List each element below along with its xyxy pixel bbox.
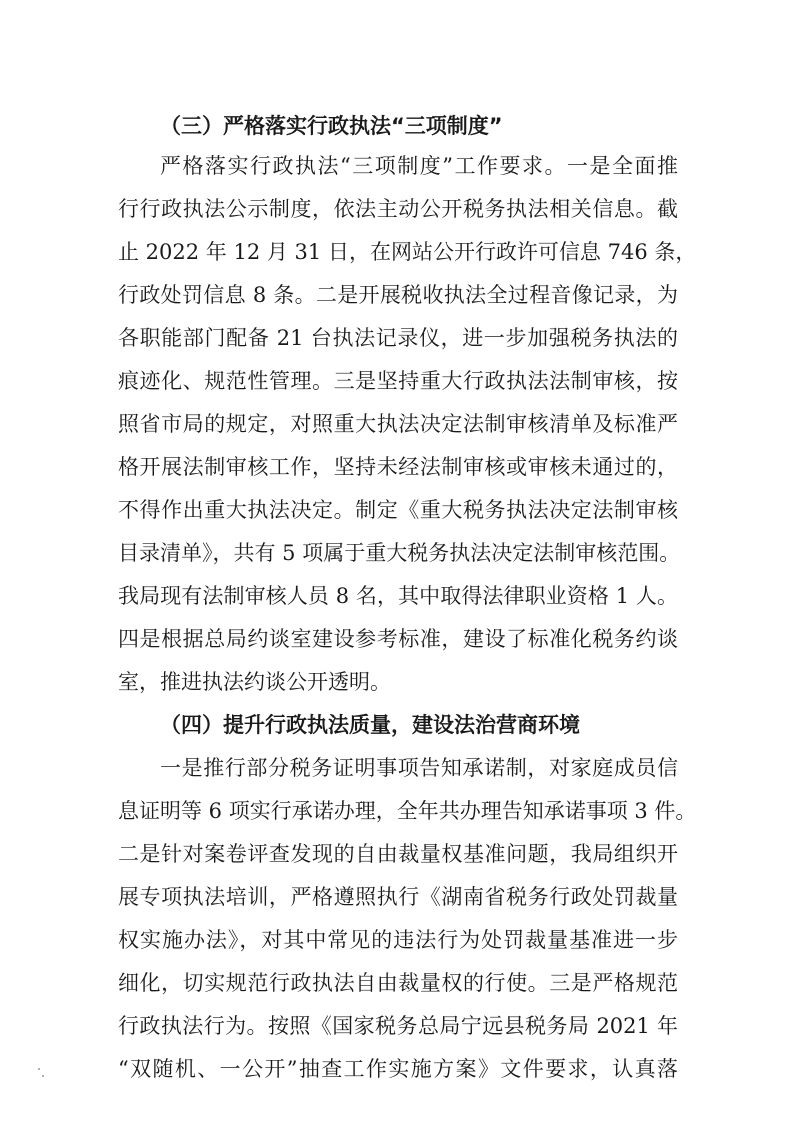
paragraph-line: 室，推进执法约谈公开透明。	[118, 670, 391, 694]
paragraph-line: 一是推行部分税务证明事项告知承诺制，对家庭成员信	[160, 756, 678, 780]
paragraph-line: 止 2022 年 12 月 31 日，在网站公开行政许可信息 746 条，	[118, 240, 697, 264]
paragraph-line: 严格落实行政执法“三项制度”工作要求。一是全面推	[160, 154, 678, 178]
paragraph-line: 格开展法制审核工作，坚持未经法制审核或审核未通过的，	[118, 455, 678, 479]
section-4-heading: （四）提升行政执法质量，建设法治营商环境	[160, 713, 580, 737]
paragraph-line: 息证明等 6 项实行承诺办理，全年共办理告知承诺事项 3 件。	[118, 799, 697, 823]
scan-speck	[38, 1068, 40, 1070]
paragraph-line: 各职能部门配备 21 台执法记录仪，进一步加强税务执法的	[118, 326, 678, 350]
paragraph-line: 权实施办法》，对其中常见的违法行为处罚裁量基准进一步	[118, 928, 678, 952]
paragraph-line: 目录清单》，共有 5 项属于重大税务执法决定法制审核范围。	[118, 541, 681, 565]
paragraph-line: “双随机、一公开”抽查工作实施方案》文件要求，认真落	[118, 1057, 678, 1081]
paragraph-line: 痕迹化、规范性管理。三是坚持重大行政执法法制审核，按	[118, 369, 678, 393]
paragraph-line: 细化，切实规范行政执法自由裁量权的行使。三是严格规范	[118, 971, 678, 995]
scan-speck	[42, 1075, 44, 1077]
paragraph-line: 行政处罚信息 8 条。二是开展税收执法全过程音像记录，为	[118, 283, 678, 307]
paragraph-line: 不得作出重大执法决定。制定《重大税务执法决定法制审核	[118, 498, 678, 522]
paragraph-line: 四是根据总局约谈室建设参考标准，建设了标准化税务约谈	[118, 627, 678, 651]
paragraph-line: 我局现有法制审核人员 8 名，其中取得法律职业资格 1 人。	[118, 584, 678, 608]
section-3-heading: （三）严格落实行政执法“三项制度”	[160, 114, 503, 138]
paragraph-line: 照省市局的规定，对照重大执法决定法制审核清单及标准严	[118, 412, 678, 436]
paragraph-line: 行行政执法公示制度，依法主动公开税务执法相关信息。截	[118, 197, 678, 221]
paragraph-line: 二是针对案卷评查发现的自由裁量权基准问题，我局组织开	[118, 842, 678, 866]
paragraph-line: 行政执法行为。按照《国家税务总局宁远县税务局 2021 年	[118, 1014, 678, 1038]
paragraph-line: 展专项执法培训，严格遵照执行《湖南省税务行政处罚裁量	[118, 885, 678, 909]
